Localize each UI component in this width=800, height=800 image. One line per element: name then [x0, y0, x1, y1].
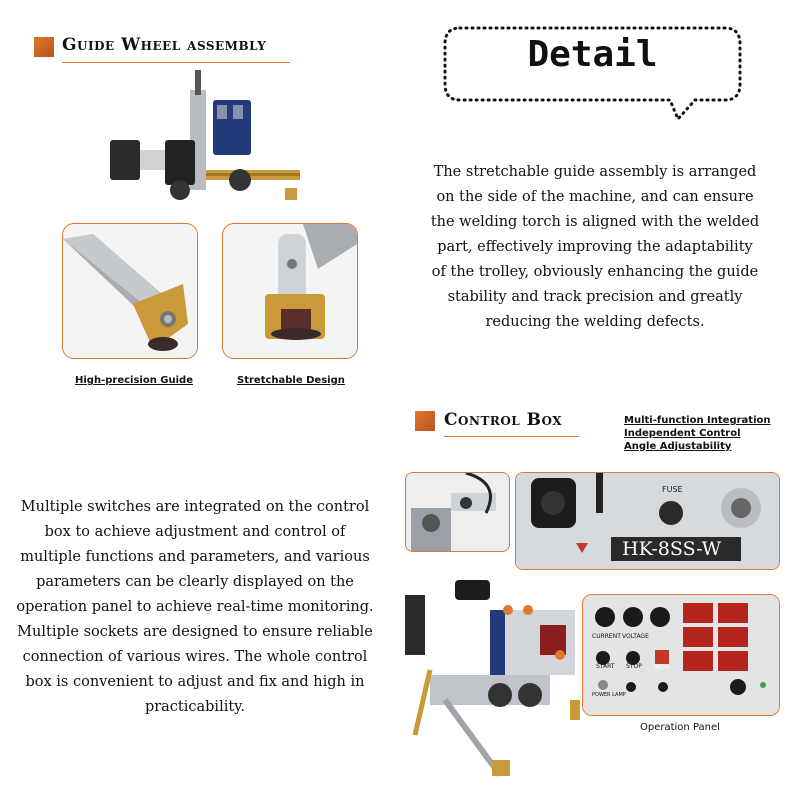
detail-line: part, effectively improving the adaptability [437, 239, 753, 255]
guide-title-marker [34, 37, 54, 57]
guide-machine-image [105, 70, 305, 210]
control-line: Multiple sockets are designed to ensure reliable [17, 624, 373, 640]
control-line: practicability. [144, 699, 246, 715]
detail-description [420, 160, 770, 335]
control-title-underline [444, 436, 579, 437]
control-title: Control Box [444, 410, 563, 430]
panel-label-voltage: VOLTAGE [622, 633, 649, 640]
control-line: parameters can be clearly displayed on the [36, 574, 354, 590]
control-features [624, 414, 771, 453]
panel-label-start: START [596, 663, 615, 670]
guide-photo-high-precision [62, 223, 198, 359]
feature-item: Angle Adjustability [624, 441, 732, 452]
guide-title: Guide Wheel assembly [62, 35, 267, 55]
panel-label-stop: STOP [626, 663, 642, 670]
detail-line: the welding torch is aligned with the welded [430, 214, 760, 230]
model-label: HK-8SS-W [622, 538, 722, 560]
guide-title-underline [62, 62, 290, 63]
detail-title: Detail [527, 34, 658, 75]
panel-label-current: CURRENT [592, 633, 621, 640]
control-title-marker [415, 411, 435, 431]
feature-item: Independent Control [624, 428, 741, 439]
detail-line: The stretchable guide assembly is arranged [433, 164, 757, 180]
control-line: box to achieve adjustment and control of [44, 524, 346, 540]
caption-high-precision-guide: High-precision Guide [75, 375, 193, 386]
control-description [5, 495, 385, 720]
control-line: operation panel to achieve real-time monitoring. [16, 599, 374, 615]
guide-photo-stretchable [222, 223, 358, 359]
detail-line: reducing the welding defects. [485, 314, 705, 330]
detail-line: stability and track precision and greatly [447, 289, 743, 305]
detail-line: on the side of the machine, and can ensure [436, 189, 754, 205]
panel-label-power-lamp: POWER LAMP [592, 692, 626, 698]
control-line: connection of various wires. The whole control [22, 649, 368, 665]
control-photo-bracket [405, 472, 510, 552]
feature-item: Multi-function Integration [624, 415, 771, 426]
control-line: Multiple switches are integrated on the control [20, 499, 370, 515]
control-machine-image [400, 570, 580, 780]
control-line: box is convenient to adjust and fix and high in [25, 674, 365, 690]
panel-label-inch: INCH [654, 664, 669, 671]
caption-stretchable-design: Stretchable Design [237, 375, 345, 386]
fuse-label: FUSE [662, 485, 683, 494]
detail-line: of the trolley, obviously enhancing the guide [431, 264, 759, 280]
operation-panel-caption: Operation Panel [640, 722, 720, 733]
control-line: multiple functions and parameters, and various [20, 549, 370, 565]
